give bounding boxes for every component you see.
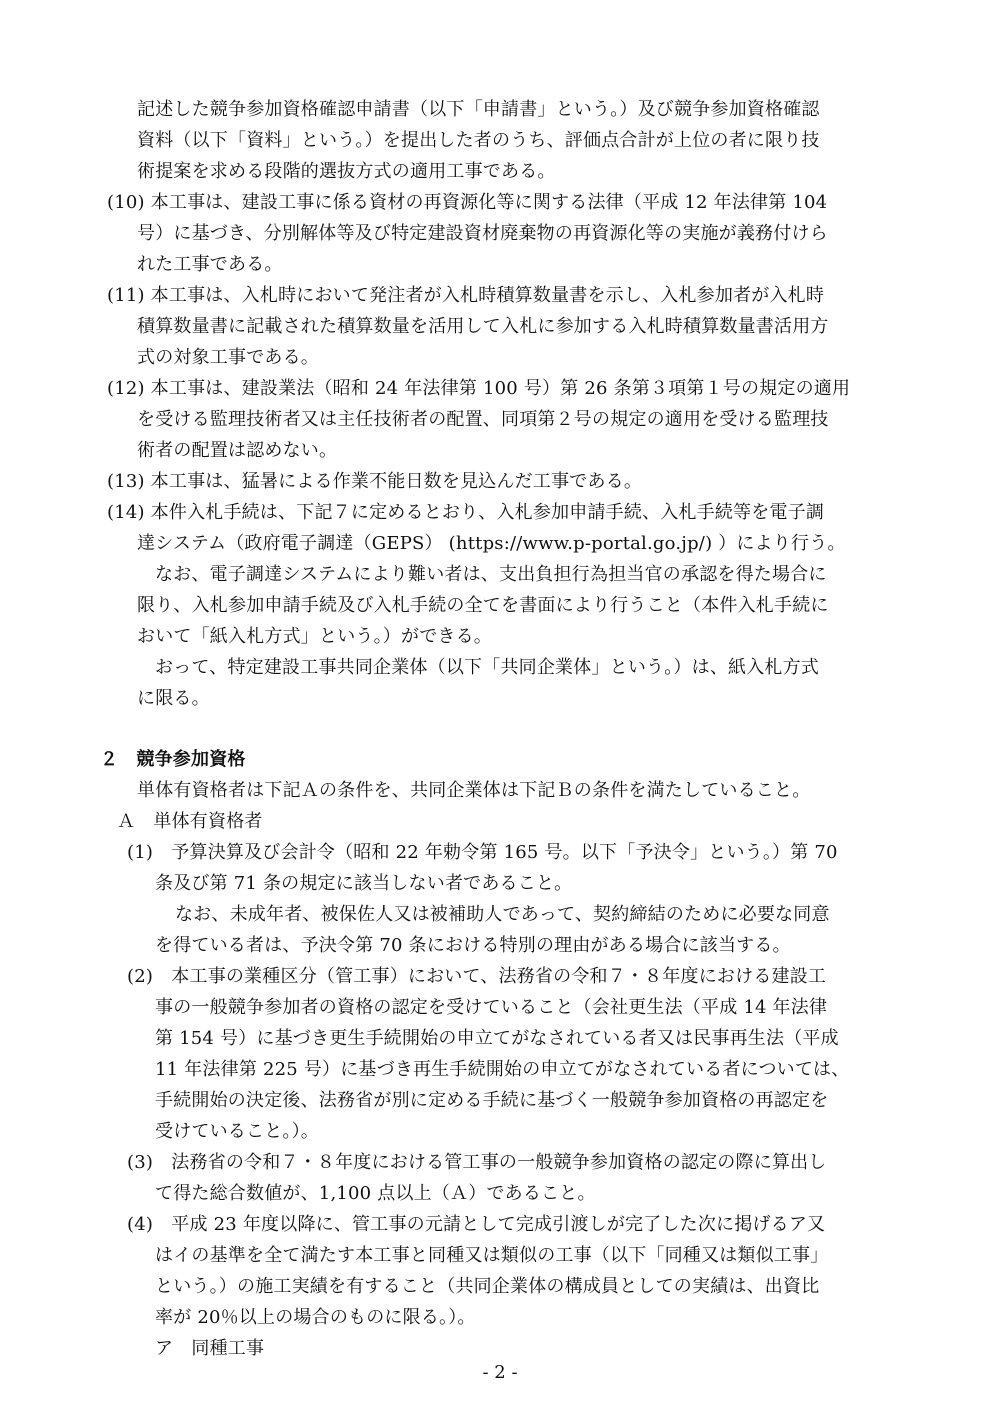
text-line: (2) 本工事の業種区分（管工事）において、法務省の令和７・８年度における建設工 xyxy=(127,966,827,987)
text-line: 手続開始の決定後、法務省が別に定める手続に基づく一般競争参加資格の再認定を xyxy=(155,1090,829,1111)
text-line: (1) 予算決算及び会計令（昭和 22 年勅令第 165 号。以下「予決令」という。）第 70 xyxy=(127,842,838,863)
text-line: 積算数量書に記載された積算数量を活用して入札に参加する入札時積算数量書活用方 xyxy=(137,316,829,337)
text-line: (14) 本件入札手続は、下記７に定めるとおり、入札参加申請手続、入札手続等を電子調 xyxy=(107,502,825,523)
text-line: はイの基準を全て満たす本工事と同種又は類似の工事（以下「同種又は類似工事」 xyxy=(155,1245,829,1266)
text-line: 資料（以下「資料」という。）を提出した者のうち、評価点合計が上位の者に限り技 xyxy=(137,130,820,151)
text-line: おって、特定建設工事共同企業体（以下「共同企業体」という。）は、紙入札方式 xyxy=(155,657,820,678)
text-line: 術提案を求める段階的選抜方式の適用工事である。 xyxy=(137,161,556,182)
text-line: 条及び第 71 条の規定に該当しない者であること。 xyxy=(155,873,573,894)
text-line: (10) 本工事は、建設工事に係る資材の再資源化等に関する法律（平成 12 年法律第 104 xyxy=(107,192,828,213)
text-line: 単体有資格者は下記Ａの条件を、共同企業体は下記Ｂの条件を満たしていること。 xyxy=(137,780,811,801)
text-line: (11) 本工事は、入札時において発注者が入札時積算数量書を示し、入札参加者が入札時 xyxy=(107,285,825,306)
text-line: 式の対象工事である。 xyxy=(137,347,319,368)
text-line: て得た総合数値が、1,100 点以上（Ａ）であること。 xyxy=(155,1183,596,1204)
text-line: おいて「紙入札方式」という。）ができる。 xyxy=(137,626,492,647)
text-line: (4) 平成 23 年度以降に、管工事の元請として完成引渡しが完了した次に掲げるア又 xyxy=(127,1214,826,1235)
text-line: を受ける監理技術者又は主任技術者の配置、同項第２号の規定の適用を受ける監理技 xyxy=(137,409,829,430)
text-line: れた工事である。 xyxy=(137,254,283,275)
text-line: 11 年法律第 225 号）に基づき再生手続開始の申立てがなされている者については、 xyxy=(155,1059,850,1080)
text-line: 達システム（政府電子調達（GEPS） (https://www.p-portal.go.jp/) ）により行う。 xyxy=(137,533,846,554)
text-line: 記述した競争参加資格確認申請書（以下「申請書」という。）及び競争参加資格確認 xyxy=(137,99,820,120)
text-line: という。）の施工実績を有すること（共同企業体の構成員としての実績は、出資比 xyxy=(155,1276,820,1297)
text-line: 受けていること。）。 xyxy=(155,1121,319,1142)
text-line: なお、未成年者、被保佐人又は被補助人であって、契約締結のために必要な同意 xyxy=(175,904,830,925)
text-line: (13) 本工事は、猛暑による作業不能日数を見込んだ工事である。 xyxy=(107,471,643,492)
text-line: 率が 20％以上の場合のものに限る。）。 xyxy=(155,1307,476,1328)
text-line: に限る。 xyxy=(137,688,210,709)
text-line: なお、電子調達システムにより難い者は、支出負担行為担当官の承認を得た場合に xyxy=(155,564,827,585)
section-heading: ２ 競争参加資格 xyxy=(100,749,246,770)
text-line: (3) 法務省の令和７・８年度における管工事の一般競争参加資格の認定の際に算出し xyxy=(127,1152,827,1173)
text-line: 限り、入札参加申請手続及び入札手続の全てを書面により行うこと（本件入札手続に xyxy=(137,595,829,616)
page-number: - 2 - xyxy=(482,1362,518,1383)
text-line: ア 同種工事 xyxy=(155,1338,265,1359)
text-line: 号）に基づき、分別解体等及び特定建設資材廃棄物の再資源化等の実施が義務付けら xyxy=(137,223,828,244)
text-line: 事の一般競争参加者の資格の認定を受けていること（会社更生法（平成 14 年法律 xyxy=(155,997,828,1018)
text-line: を得ている者は、予決令第 70 条における特別の理由がある場合に該当する。 xyxy=(155,935,791,956)
text-line: 術者の配置は認めない。 xyxy=(137,440,338,461)
text-line: 第 154 号）に基づき更生手続開始の申立てがなされている者又は民事再生法（平成 xyxy=(155,1028,839,1049)
subsection-heading: Ａ 単体有資格者 xyxy=(117,811,263,832)
text-line: (12) 本工事は、建設業法（昭和 24 年法律第 100 号）第 26 条第３項第１号の規定の適用 xyxy=(107,378,851,399)
